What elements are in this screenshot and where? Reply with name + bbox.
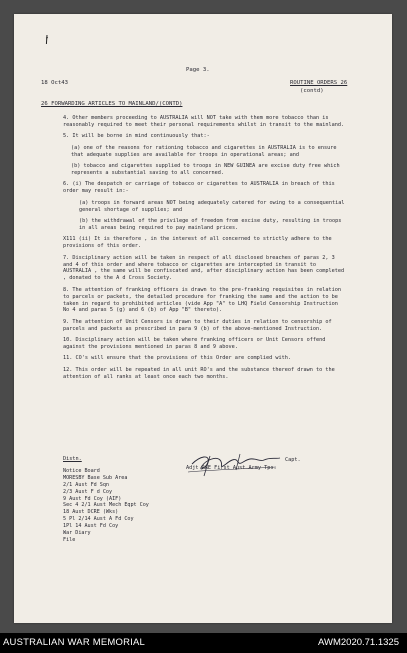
- paragraph-7: 7. Disciplinary action will be taken in respect of all disclosed breaches of paras 2, 3 and 4 of this order and where tobacco or cigarettes are intercepted in transit to AUSTRALIA , the same will be confiscated and, after disciplinary action has been completed , donated to the A d Cross Society.: [63, 254, 345, 282]
- handwritten-signature: [180, 450, 330, 478]
- margin-note: X111: [63, 236, 76, 243]
- order-date: 18 Oct43: [41, 80, 68, 86]
- distribution-label: Distn.: [63, 456, 82, 462]
- section-heading: 26 FORWARDING ARTICLES TO MAINLAND/(CONTD): [41, 101, 183, 107]
- list-item: 18 Aust DCRE (Wks): [63, 509, 119, 516]
- paragraph-5: 5. It will be borne in mind continuously that:-: [63, 133, 210, 140]
- routine-orders-contd: (contd): [300, 88, 324, 94]
- archive-reference: AWM2020.71.1325: [318, 637, 399, 648]
- paragraph-10: 10. Disciplinary action will be taken where franking officers or Unit Censors offend against the provisions mentioned in paras 8 and 9 above.: [63, 337, 326, 351]
- list-item: MORESBY Base Sub Area: [63, 474, 128, 481]
- list-item: Notice Board: [63, 468, 100, 474]
- signature-title: Adjt RAE First Aust Army Tps.: [186, 465, 277, 471]
- list-item: 5 Pl 2/14 Aust A Fd Coy: [63, 516, 134, 523]
- paragraph-5a: (a) one of the reasons for rationing tobacco and cigarettes in AUSTRALIA is to ensure that adequate supplies are available for troops in operational areas; and: [71, 144, 337, 158]
- paragraph-6-i: 6. (i) The despatch or carriage of tobacco or cigarettes to AUSTRALIA in breach of this order may result in:-: [63, 181, 335, 195]
- order-body: [63, 115, 345, 385]
- paragraph-8: 8. The attention of franking officers is drawn to the pre-franking requisites in relation to parcels or packets, the detailed procedure for franking the same and the action to be taken in regard to prohibited articles (vide App "A" to LHQ Field Censorship Instruction No 4 and paras 5 (g) and 6 (b) of App "B" thereto).: [63, 286, 341, 314]
- list-item: File: [63, 536, 76, 543]
- paragraph-6-ii: [63, 236, 345, 250]
- list-item: 1Pl 14 Aust Fd Coy: [63, 523, 119, 529]
- signature-rank: Capt.: [285, 457, 301, 463]
- list-item: 2/3 Aust F d Coy: [63, 488, 113, 495]
- paragraph-6a: (a) troops in forward areas NOT being adequately catered for owing to a consequential general shortage of supplies; and: [79, 199, 345, 213]
- list-item: 9 Aust Fd Coy (AIF): [63, 495, 122, 502]
- paragraph-11: 11. CO's will ensure that the provisions of this Order are complied with.: [63, 355, 291, 362]
- routine-orders-number: ROUTINE ORDERS 26: [290, 80, 348, 86]
- pen-mark: [44, 34, 50, 46]
- paragraph-6b: (b) the withdrawal of the privilege of freedom from excise duty, resulting in troops in all areas being required to pay mainland prices.: [79, 217, 342, 231]
- archive-name: AUSTRALIAN WAR MEMORIAL: [3, 637, 146, 648]
- paragraph-9: 9. The attention of Unit Censors is drawn to their duties in relation to censorship of parcels and packets as prescribed in para 9 (b) of the above-mentioned Instruction.: [63, 318, 332, 332]
- paragraph-5b: (b) tobacco and cigarettes supplied to troops in NEW GUINEA are excise duty free which represents a substantial saving to all concerned.: [71, 163, 340, 176]
- archive-footer: [0, 633, 407, 653]
- paragraph-6-ii-text: (ii) It is therefore , in the interest of all concerned to strictly adhere to the provisions of this order.: [63, 236, 332, 250]
- distribution-list: [63, 468, 183, 544]
- list-item: Sec 4 2/1 Aust Mech Eqpt Coy: [63, 502, 149, 509]
- list-item: War Diary: [63, 529, 91, 536]
- paragraph-4: 4. Other members proceeding to AUSTRALIA will NOT take with them more tobacco than is reasonably required to meet their personal requirements whilst in transit to the mainland.: [63, 115, 345, 128]
- page-number: Page 3.: [186, 67, 210, 73]
- paragraph-12: 12. This order will be repeated in all unit RO's and the substance thereof drawn to the attention of all ranks at least once each two months.: [63, 366, 335, 380]
- list-item: 2/1 Aust Fd Sqn: [63, 481, 110, 488]
